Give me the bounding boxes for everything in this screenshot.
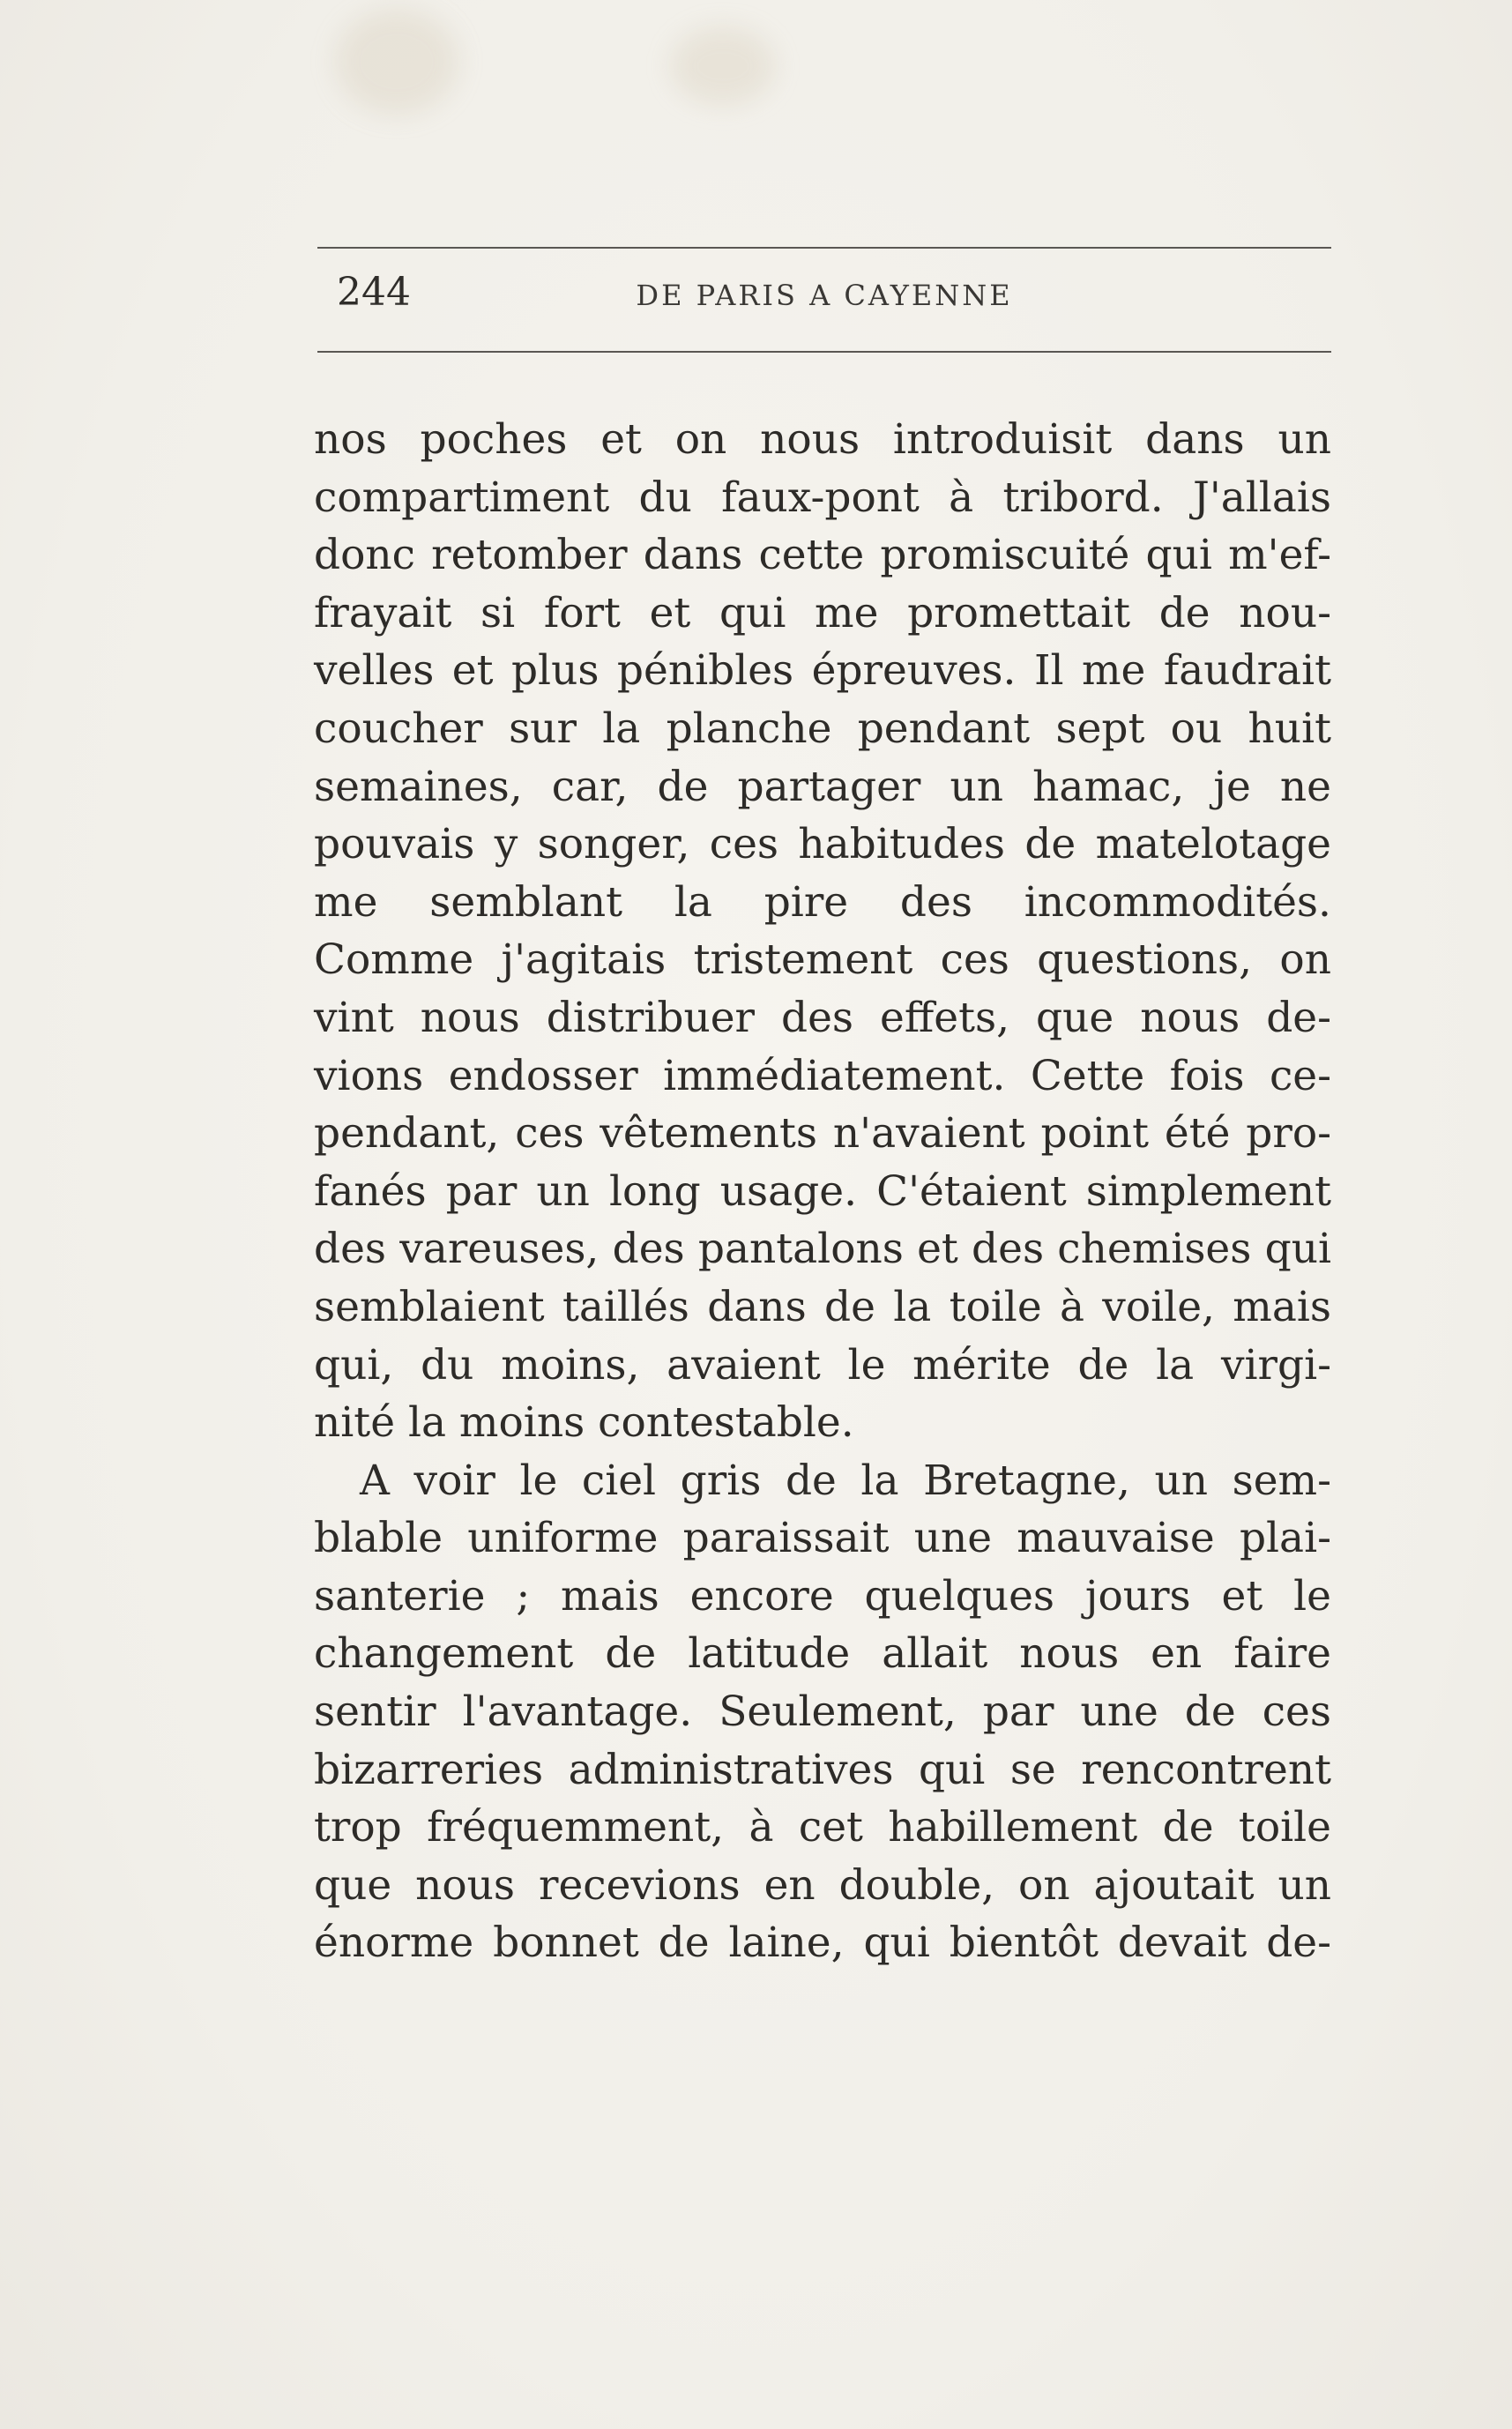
text-line: sentir l'avantage. Seulement, par une de ces — [314, 1688, 1331, 1737]
header-rule-top — [317, 247, 1331, 249]
text-line: A voir le ciel gris de la Bretagne, un sem- — [360, 1456, 1331, 1505]
text-line: semblaient taillés dans de la toile à voile, mais — [314, 1282, 1331, 1331]
running-title: DE PARIS A CAYENNE — [636, 279, 1013, 312]
text-line: que nous recevions en double, on ajoutait un — [314, 1860, 1331, 1910]
text-line: des vareuses, des pantalons et des chemises qui — [314, 1225, 1331, 1274]
text-line: nos poches et on nous introduisit dans un — [314, 415, 1331, 464]
text-line: Comme j'agitais tristement ces questions, on — [314, 935, 1331, 985]
text-line: me semblant la pire des incommodités. — [314, 877, 1331, 927]
text-line: pouvais y songer, ces habitudes de matelotage — [314, 820, 1331, 869]
text-line: pendant, ces vêtements n'avaient point été pro- — [314, 1109, 1331, 1159]
text-line: blable uniforme paraissait une mauvaise plai- — [314, 1514, 1331, 1563]
text-line: frayait si fort et qui me promettait de nou- — [314, 588, 1331, 637]
text-line: qui, du moins, avaient le mérite de la virgi- — [314, 1340, 1331, 1390]
text-line: énorme bonnet de laine, qui bientôt devait de- — [314, 1919, 1331, 1968]
text-line: santerie ; mais encore quelques jours et le — [314, 1571, 1331, 1621]
header-rule-bottom — [317, 351, 1331, 353]
text-line: fanés par un long usage. C'étaient simplement — [314, 1166, 1331, 1216]
text-line: vions endosser immédiatement. Cette fois ce- — [314, 1051, 1331, 1100]
text-line: trop fréquemment, à cet habillement de toile — [314, 1803, 1331, 1852]
text-line: compartiment du faux-pont à tribord. J'allais — [314, 473, 1331, 522]
text-line: donc retomber dans cette promiscuité qui m'ef- — [314, 531, 1331, 580]
body-text — [314, 411, 1331, 1972]
text-line: vint nous distribuer des effets, que nous de- — [314, 993, 1331, 1042]
text-line: velles et plus pénibles épreuves. Il me faudrait — [314, 646, 1331, 696]
text-line: changement de latitude allait nous en faire — [314, 1629, 1331, 1679]
text-line: coucher sur la planche pendant sept ou huit — [314, 704, 1331, 753]
paragraph — [314, 411, 1331, 1452]
paragraph — [314, 1452, 1331, 1972]
text-line: bizarreries administratives qui se rencontrent — [314, 1745, 1331, 1794]
text-line: semaines, car, de partager un hamac, je ne — [314, 762, 1331, 811]
page-stain — [670, 26, 776, 106]
running-header — [317, 266, 1331, 328]
page-stain — [335, 9, 458, 115]
page-number: 244 — [337, 270, 411, 315]
text-line: nité la moins contestable. — [314, 1398, 854, 1448]
